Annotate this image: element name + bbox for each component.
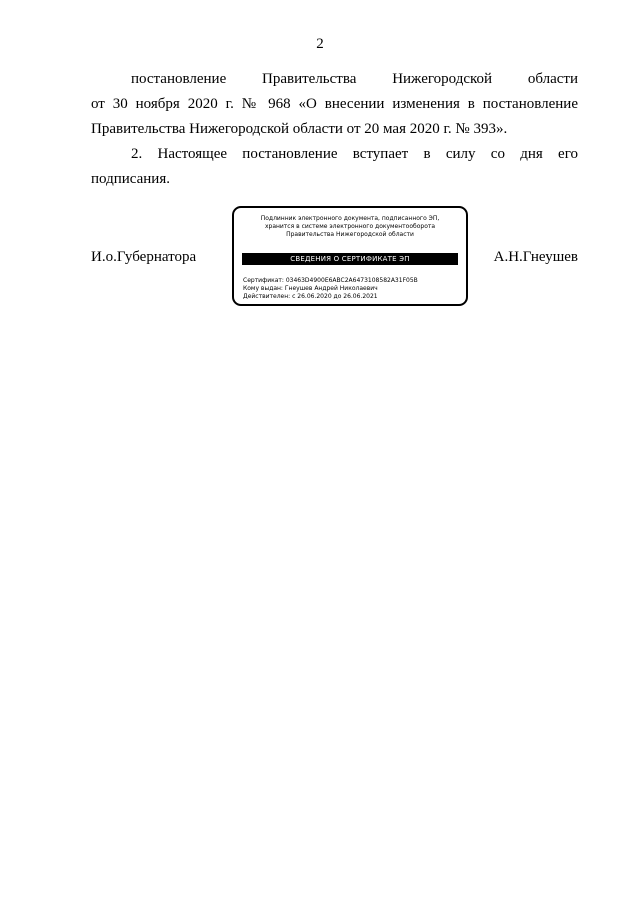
signer-name: А.Н.Гнеушев xyxy=(493,249,578,265)
stamp-note-line: хранится в системе электронного документооборота xyxy=(264,223,436,230)
stamp-note-line: Правительства Нижегородской области xyxy=(286,231,414,238)
stamp-banner: СВЕДЕНИЯ О СЕРТИФИКАТЕ ЭП xyxy=(242,253,458,265)
paragraph-1-line-2: от 30 ноября 2020 г. № 968 «О внесении изменения в постановление xyxy=(91,96,578,112)
page-number: 2 xyxy=(316,36,324,52)
electronic-signature-stamp xyxy=(232,206,468,306)
paragraph-2-line-2: подписания. xyxy=(91,171,170,187)
paragraph-1-line-1: постановление Правительства Нижегородской области xyxy=(131,71,578,87)
stamp-note-line: Подлинник электронного документа, подписанного ЭП, xyxy=(260,215,440,222)
paragraph-2-line-1: 2. Настоящее постановление вступает в силу со дня его xyxy=(131,146,578,162)
paragraph-1-line-3: Правительства Нижегородской области от 20 мая 2020 г. № 393». xyxy=(91,121,508,137)
stamp-details xyxy=(243,277,418,301)
document-body xyxy=(91,67,578,192)
stamp-valid: Действителен: с 26.06.2020 до 26.06.2021 xyxy=(243,293,378,300)
stamp-note xyxy=(234,215,466,239)
stamp-certificate: Сертификат: 03463D4900E6ABC2A6473108582A31F05B xyxy=(243,277,418,284)
stamp-issued-to: Кому выдан: Гнеушев Андрей Николаевич xyxy=(243,285,378,292)
signer-title: И.о.Губернатора xyxy=(91,249,197,265)
